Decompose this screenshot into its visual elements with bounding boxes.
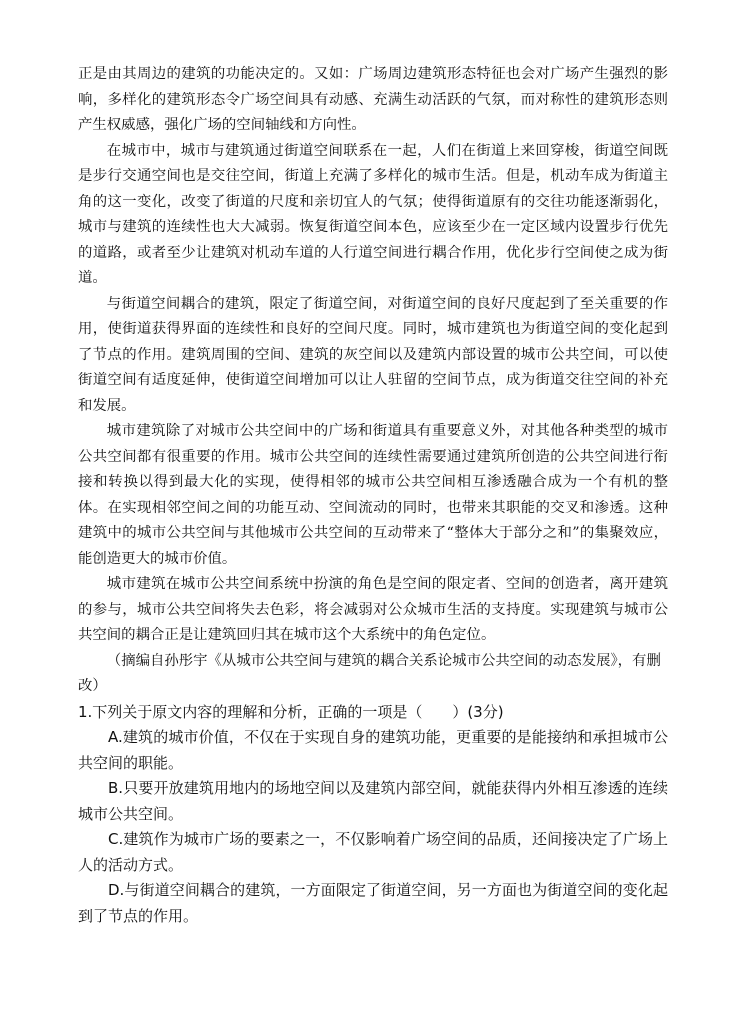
option-d: D.与街道空间耦合的建筑，一方面限定了街道空间，另一方面也为街道空间的变化起到了节点的作用。 [78,881,668,925]
passage-paragraph-2: 在城市中，城市与建筑通过街道空间联系在一起，人们在街道上来回穿梭，街道空间既是步行交通空间也是交往空间，街道上充满了多样化的城市生活。但是，机动车成为街道主角的这一变化，改变了街道的尺度和亲切宜人的气氛；使得街道原有的交往功能逐渐弱化，城市与建筑的连续性也大大减弱。恢复街道空间本色，应该至少在一定区域内设置步行优先的道路，或者至少让建筑对机动车道的人行道空间进行耦合作用，优化步行空间使之成为街道。 [78,142,668,286]
option-a: A.建筑的城市价值，不仅在于实现自身的建筑功能，更重要的是能接纳和承担城市公共空间的职能。 [78,728,668,772]
document-page [78,62,668,929]
option-b: B.只要开放建筑用地内的场地空间以及建筑内部空间，就能获得内外相互渗透的连续城市公共空间。 [78,779,668,823]
question-stem: 1.下列关于原文内容的理解和分析，正确的一项是（ ）(3分) [78,702,504,721]
passage-paragraph-5: 城市建筑在城市公共空间系统中扮演的角色是空间的限定者、空间的创造者，离开建筑的参与，城市公共空间将失去色彩，将会减弱对公众城市生活的支持度。实现建筑与城市公共空间的耦合正是让建筑回归其在城市这个大系统中的角色定位。 [78,576,668,643]
passage-paragraph-4: 城市建筑除了对城市公共空间中的广场和街道具有重要意义外，对其他各种类型的城市公共空间都有很重要的作用。城市公共空间的连续性需要通过建筑所创造的公共空间进行衔接和转换以得到最大化的实现，使得相邻的城市公共空间相互渗透融合成为一个有机的整体。在实现相邻空间之间的功能互动、空间流动的同时，也带来其职能的交叉和渗透。这种建筑中的城市公共空间与其他城市公共空间的互动带来了“整体大于部分之和”的集聚效应，能创造更大的城市价值。 [78,423,668,567]
passage-paragraph-1: 正是由其周边的建筑的功能决定的。又如：广场周边建筑形态特征也会对广场产生强烈的影响，多样化的建筑形态令广场空间具有动感、充满生动活跃的气氛，而对称性的建筑形态则产生权威感，强化广场的空间轴线和方向性。 [78,66,668,133]
passage-paragraph-3: 与街道空间耦合的建筑，限定了街道空间，对街道空间的良好尺度起到了至关重要的作用，使街道获得界面的连续性和良好的空间尺度。同时，城市建筑也为街道空间的变化起到了节点的作用。建筑周围的空间、建筑的灰空间以及建筑内部设置的城市公共空间，可以使街道空间有适度延伸，使街道空间增加可以让人驻留的空间节点，成为街道交往空间的补充和发展。 [78,295,668,414]
passage-source-citation: （摘编自孙彤宇《从城市公共空间与建筑的耦合关系论城市公共空间的动态发展》，有删改） [78,652,661,694]
option-c: C.建筑作为城市广场的要素之一，不仅影响着广场空间的品质，还间接决定了广场上人的活动方式。 [78,830,668,874]
